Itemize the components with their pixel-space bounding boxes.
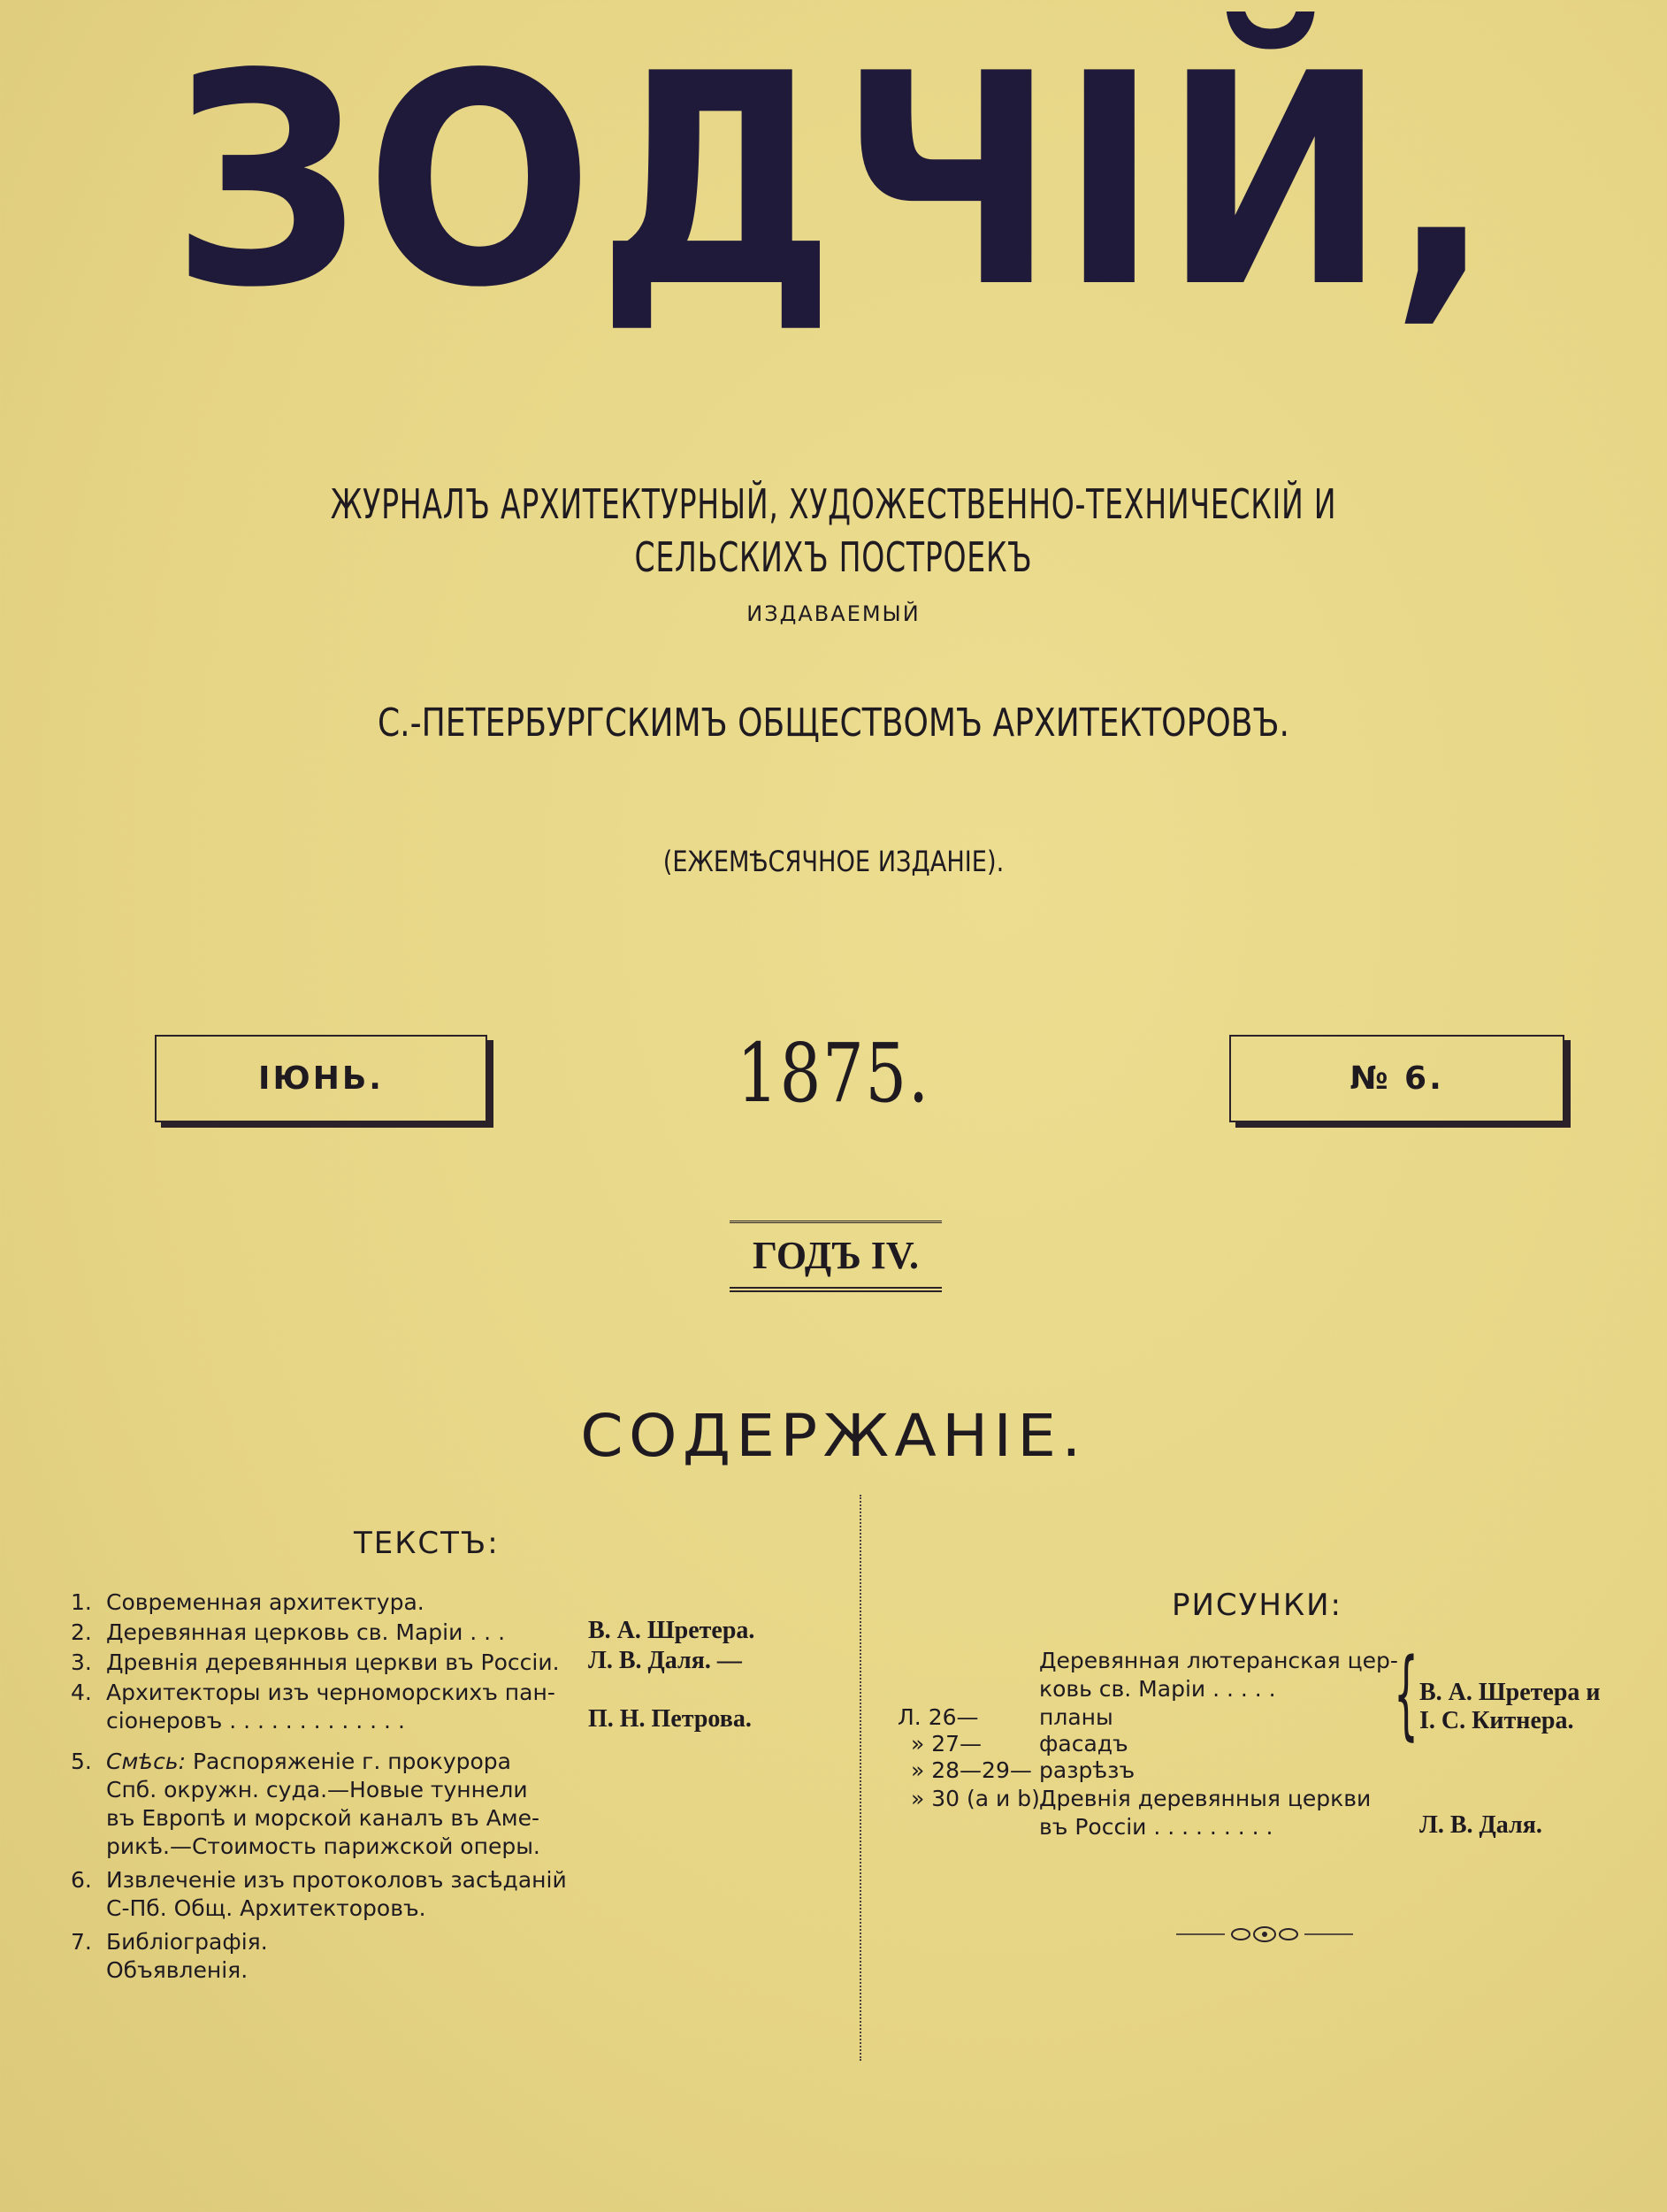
sheet-number: Л. 26— (898, 1704, 979, 1730)
item-text: сіонеровъ . . . . . . . . . . . . . (106, 1708, 405, 1734)
published-by: ИЗДАВАЕМЫЙ (746, 601, 921, 626)
publisher-society: С.-ПЕТЕРБУРГСКИМЪ ОБЩЕСТВОМЪ АРХИТЕКТОРОВЪ. (377, 700, 1290, 746)
drawings-list (876, 1637, 1663, 1850)
grouping-brace: { (1394, 1637, 1418, 1750)
sheet-number: » 28—29— (911, 1757, 1032, 1783)
item-number: 5. (71, 1749, 92, 1774)
sheet-number: » 30 (a и b) (911, 1786, 1040, 1811)
item-number: 3. (71, 1649, 92, 1675)
item-text: Объявленія. (106, 1957, 249, 1983)
sheet-number: » 27— (911, 1731, 983, 1757)
drawing-text: разрѣзъ (1039, 1757, 1136, 1783)
volume-label (730, 1221, 942, 1292)
drawings-section-heading: РИСУНКИ: (1172, 1588, 1342, 1623)
edition-note: (ЕЖЕМѢСЯЧНОЕ ИЗДАНІЕ). (662, 845, 1005, 878)
column-divider (860, 1495, 861, 2061)
item-number: 7. (71, 1929, 92, 1955)
item-text: Деревянная церковь св. Маріи . . . (106, 1619, 506, 1645)
drawing-text: фасадъ (1039, 1731, 1128, 1757)
drawing-author: Л. В. Даля. (1419, 1811, 1542, 1839)
item-text: Древнія деревянныя церкви въ Россіи. (106, 1649, 560, 1675)
item-text: Архитекторы изъ черноморскихъ пан- (106, 1680, 555, 1705)
issue-label: № 6. (1350, 1060, 1444, 1097)
item-text: Извлеченіе изъ протоколовъ засѣданій (106, 1867, 567, 1893)
item-author: П. Н. Петрова. (588, 1705, 752, 1733)
contents-heading: СОДЕРЖАНІЕ. (580, 1402, 1087, 1470)
journal-subtitle: ЖУРНАЛЪ АРХИТЕКТУРНЫЙ, ХУДОЖЕСТВЕННО-ТЕХНИЧЕСКІЙ И СЕЛЬСКИХЪ ПОСТРОЕКЪ (330, 480, 1337, 581)
drawing-text: Древнія деревянныя церкви (1039, 1786, 1372, 1811)
item-text: Распоряженіе г. прокурора (192, 1749, 511, 1774)
item-text: Спб. окружн. суда.—Новые туннели (106, 1777, 528, 1803)
item-number: 4. (71, 1680, 92, 1705)
item-text: Библіографія. (106, 1929, 268, 1955)
item-text: С-Пб. Общ. Архитекторовъ. (106, 1895, 426, 1921)
item-text: Современная архитектура. (106, 1589, 424, 1615)
issue-box (1229, 1035, 1564, 1122)
drawing-text: Деревянная лютеранская цер- (1039, 1648, 1398, 1673)
volume-text: ГОДЪ IV. (752, 1233, 920, 1277)
drawing-author: І. С. Китнера. (1419, 1707, 1574, 1734)
year-label: 1875. (737, 1026, 930, 1121)
item-text: въ Европѣ и морской каналъ въ Аме- (106, 1805, 540, 1831)
item-number: 2. (71, 1619, 92, 1645)
ornament-divider (1172, 1921, 1357, 1948)
item-author: В. А. Шретера. (588, 1617, 755, 1644)
text-section-heading: ТЕКСТЪ: (354, 1526, 500, 1561)
item-prefix: Смѣсь: (106, 1749, 187, 1774)
item-text: рикѣ.—Стоимость парижской оперы. (106, 1833, 540, 1859)
month-label: ІЮНЬ. (258, 1060, 384, 1097)
drawing-author: В. А. Шретера и (1419, 1679, 1601, 1706)
masthead-title: ЗОДЧІЙ, (171, 11, 1496, 351)
item-number: 6. (71, 1867, 92, 1893)
drawing-text: планы (1039, 1704, 1113, 1730)
text-list (0, 1588, 849, 2013)
drawing-text: въ Россіи . . . . . . . . . (1039, 1814, 1273, 1840)
drawing-text: ковь св. Маріи . . . . . (1039, 1676, 1276, 1702)
item-author: Л. В. Даля. — (588, 1647, 742, 1674)
item-number: 1. (71, 1589, 92, 1615)
